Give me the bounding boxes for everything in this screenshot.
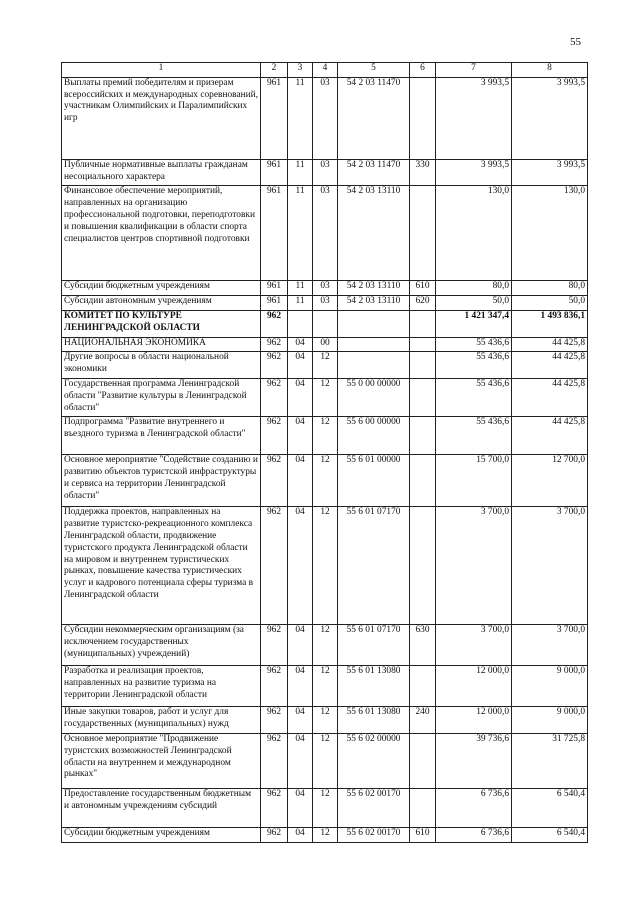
table-row (62, 281, 588, 296)
row-section: 04 (288, 352, 313, 379)
row-section: 11 (288, 281, 313, 296)
row-amount-year2: 1 493 836,1 (512, 310, 588, 337)
row-admin-code: 962 (261, 707, 288, 734)
row-amount-year1: 3 993,5 (436, 159, 512, 186)
row-subsection: 12 (313, 378, 338, 416)
row-expense-type (410, 417, 436, 455)
header-cell: 5 (338, 63, 410, 78)
row-section: 11 (288, 296, 313, 311)
row-name: Поддержка проектов, направленных на развитие туристско-рекреационного комплекса Ленинградской области, продвижение туристского продукта Ленинградской области на мировом и внутреннем туристических рынках, повышение качества туристических услуг и кадрового потенциала сферы туризма в Ленинградской области (62, 507, 261, 625)
row-admin-code: 962 (261, 417, 288, 455)
row-amount-year2: 44 425,8 (512, 417, 588, 455)
row-admin-code: 962 (261, 827, 288, 842)
row-target-article: 54 2 03 13110 (338, 296, 410, 311)
row-expense-type: 620 (410, 296, 436, 311)
row-subsection: 00 (313, 337, 338, 352)
row-admin-code: 961 (261, 281, 288, 296)
row-admin-code: 962 (261, 507, 288, 625)
row-expense-type (410, 507, 436, 625)
row-admin-code: 961 (261, 186, 288, 281)
row-admin-code: 962 (261, 733, 288, 788)
row-expense-type (410, 77, 436, 159)
row-target-article: 54 2 03 13110 (338, 186, 410, 281)
row-amount-year1: 39 736,6 (436, 733, 512, 788)
row-target-article (338, 310, 410, 337)
row-target-article (338, 352, 410, 379)
row-expense-type (410, 788, 436, 827)
header-cell: 6 (410, 63, 436, 78)
row-name: НАЦИОНАЛЬНАЯ ЭКОНОМИКА (62, 337, 261, 352)
row-amount-year1: 3 700,0 (436, 507, 512, 625)
row-expense-type (410, 733, 436, 788)
row-amount-year1: 55 436,6 (436, 417, 512, 455)
header-cell: 1 (62, 63, 261, 78)
row-amount-year1: 55 436,6 (436, 352, 512, 379)
row-subsection: 03 (313, 159, 338, 186)
table-row (62, 625, 588, 666)
budget-table (61, 62, 588, 843)
row-amount-year1: 55 436,6 (436, 378, 512, 416)
header-row (62, 63, 588, 78)
row-amount-year2: 9 000,0 (512, 666, 588, 707)
row-amount-year1: 12 000,0 (436, 707, 512, 734)
row-expense-type (410, 186, 436, 281)
row-admin-code: 962 (261, 788, 288, 827)
row-admin-code: 962 (261, 666, 288, 707)
row-subsection: 12 (313, 733, 338, 788)
row-target-article (338, 337, 410, 352)
table-row (62, 352, 588, 379)
row-name: Субсидии автономным учреждениям (62, 296, 261, 311)
table-row (62, 707, 588, 734)
row-expense-type (410, 352, 436, 379)
row-subsection: 12 (313, 417, 338, 455)
row-section: 04 (288, 707, 313, 734)
header-cell: 2 (261, 63, 288, 78)
header-cell: 8 (512, 63, 588, 78)
row-amount-year2: 9 000,0 (512, 707, 588, 734)
row-amount-year1: 80,0 (436, 281, 512, 296)
row-section: 04 (288, 337, 313, 352)
row-name: Государственная программа Ленинградской области "Развитие культуры в Ленинградской области" (62, 378, 261, 416)
row-name: Публичные нормативные выплаты гражданам несоциального характера (62, 159, 261, 186)
table-row (62, 378, 588, 416)
row-name: Подпрограмма "Развитие внутреннего и въездного туризма в Ленинградской области" (62, 417, 261, 455)
row-amount-year1: 6 736,6 (436, 788, 512, 827)
row-admin-code: 962 (261, 625, 288, 666)
row-admin-code: 962 (261, 337, 288, 352)
row-section: 04 (288, 378, 313, 416)
header-cell: 4 (313, 63, 338, 78)
row-name: Субсидии бюджетным учреждениям (62, 281, 261, 296)
row-section: 11 (288, 77, 313, 159)
row-name: Иные закупки товаров, работ и услуг для государственных (муниципальных) нужд (62, 707, 261, 734)
row-target-article: 55 6 01 13080 (338, 666, 410, 707)
row-amount-year1: 55 436,6 (436, 337, 512, 352)
table-row (62, 77, 588, 159)
row-target-article: 55 6 01 00000 (338, 455, 410, 507)
row-amount-year2: 44 425,8 (512, 337, 588, 352)
table-row (62, 666, 588, 707)
row-amount-year1: 15 700,0 (436, 455, 512, 507)
row-expense-type: 240 (410, 707, 436, 734)
row-amount-year2: 6 540,4 (512, 788, 588, 827)
row-section (288, 310, 313, 337)
page-number: 55 (570, 36, 581, 48)
row-expense-type: 610 (410, 827, 436, 842)
row-subsection: 12 (313, 352, 338, 379)
row-expense-type (410, 310, 436, 337)
table-row (62, 310, 588, 337)
header-cell: 7 (436, 63, 512, 78)
row-admin-code: 961 (261, 296, 288, 311)
row-amount-year1: 50,0 (436, 296, 512, 311)
row-name: Предоставление государственным бюджетным и автономным учреждениям субсидий (62, 788, 261, 827)
row-target-article: 55 6 01 07170 (338, 625, 410, 666)
table-row (62, 827, 588, 842)
row-section: 04 (288, 455, 313, 507)
row-subsection: 12 (313, 707, 338, 734)
row-amount-year2: 3 993,5 (512, 77, 588, 159)
row-amount-year1: 3 700,0 (436, 625, 512, 666)
row-expense-type (410, 337, 436, 352)
row-amount-year1: 12 000,0 (436, 666, 512, 707)
row-name: Субсидии бюджетным учреждениям (62, 827, 261, 842)
row-admin-code: 962 (261, 352, 288, 379)
row-expense-type (410, 666, 436, 707)
row-subsection: 03 (313, 281, 338, 296)
row-amount-year2: 44 425,8 (512, 378, 588, 416)
row-name: Основное мероприятие "Содействие созданию и развитию объектов туристской инфраструктуры и сервиса на территории Ленинградской области" (62, 455, 261, 507)
row-section: 04 (288, 733, 313, 788)
table-row (62, 417, 588, 455)
row-name: Другие вопросы в области национальной экономики (62, 352, 261, 379)
row-admin-code: 962 (261, 455, 288, 507)
header-cell: 3 (288, 63, 313, 78)
row-target-article: 54 2 03 13110 (338, 281, 410, 296)
table-row (62, 159, 588, 186)
table-row (62, 455, 588, 507)
table-row (62, 733, 588, 788)
row-target-article: 54 2 03 11470 (338, 77, 410, 159)
row-amount-year1: 130,0 (436, 186, 512, 281)
row-section: 11 (288, 186, 313, 281)
row-section: 11 (288, 159, 313, 186)
row-admin-code: 961 (261, 159, 288, 186)
row-section: 04 (288, 827, 313, 842)
row-section: 04 (288, 507, 313, 625)
row-amount-year1: 1 421 347,4 (436, 310, 512, 337)
row-target-article: 55 6 02 00170 (338, 788, 410, 827)
row-expense-type: 330 (410, 159, 436, 186)
row-admin-code: 962 (261, 378, 288, 416)
row-name: Основное мероприятие "Продвижение туристских возможностей Ленинградской области на внутреннем и международном рынках" (62, 733, 261, 788)
table-body (62, 77, 588, 842)
row-amount-year2: 3 700,0 (512, 507, 588, 625)
table-row (62, 337, 588, 352)
row-subsection: 03 (313, 296, 338, 311)
row-amount-year2: 12 700,0 (512, 455, 588, 507)
row-name: Финансовое обеспечение мероприятий, направленных на организацию профессиональной подготовки, переподготовки и повышения квалификации в области спорта специалистов центров спортивной подготовки (62, 186, 261, 281)
row-amount-year2: 80,0 (512, 281, 588, 296)
row-amount-year1: 6 736,6 (436, 827, 512, 842)
row-target-article: 55 6 00 00000 (338, 417, 410, 455)
row-subsection: 12 (313, 455, 338, 507)
row-name: Выплаты премий победителям и призерам всероссийских и международных соревнований, участникам Олимпийских и Паралимпийских игр (62, 77, 261, 159)
row-subsection: 12 (313, 625, 338, 666)
row-name: Разработка и реализация проектов, направленных на развитие туризма на территории Ленинградской области (62, 666, 261, 707)
row-target-article: 54 2 03 11470 (338, 159, 410, 186)
row-subsection: 12 (313, 666, 338, 707)
row-amount-year2: 31 725,8 (512, 733, 588, 788)
row-target-article: 55 6 01 13080 (338, 707, 410, 734)
table-row (62, 296, 588, 311)
row-section: 04 (288, 625, 313, 666)
row-target-article: 55 6 02 00170 (338, 827, 410, 842)
row-amount-year2: 50,0 (512, 296, 588, 311)
row-subsection: 12 (313, 788, 338, 827)
row-subsection: 12 (313, 507, 338, 625)
row-expense-type: 630 (410, 625, 436, 666)
row-name: КОМИТЕТ ПО КУЛЬТУРЕ ЛЕНИНГРАДСКОЙ ОБЛАСТИ (62, 310, 261, 337)
row-expense-type (410, 455, 436, 507)
row-expense-type: 610 (410, 281, 436, 296)
row-amount-year2: 3 700,0 (512, 625, 588, 666)
row-section: 04 (288, 666, 313, 707)
row-target-article: 55 6 01 07170 (338, 507, 410, 625)
row-target-article: 55 6 02 00000 (338, 733, 410, 788)
table-row (62, 788, 588, 827)
row-name: Субсидии некоммерческим организациям (за исключением государственных (муниципальных) учреждений) (62, 625, 261, 666)
table-row (62, 186, 588, 281)
row-amount-year2: 3 993,5 (512, 159, 588, 186)
row-admin-code: 961 (261, 77, 288, 159)
row-amount-year2: 130,0 (512, 186, 588, 281)
row-expense-type (410, 378, 436, 416)
row-amount-year2: 6 540,4 (512, 827, 588, 842)
row-amount-year1: 3 993,5 (436, 77, 512, 159)
table-row (62, 507, 588, 625)
row-amount-year2: 44 425,8 (512, 352, 588, 379)
row-section: 04 (288, 417, 313, 455)
row-subsection: 03 (313, 77, 338, 159)
row-subsection (313, 310, 338, 337)
row-section: 04 (288, 788, 313, 827)
row-target-article: 55 0 00 00000 (338, 378, 410, 416)
row-subsection: 03 (313, 186, 338, 281)
row-subsection: 12 (313, 827, 338, 842)
row-admin-code: 962 (261, 310, 288, 337)
